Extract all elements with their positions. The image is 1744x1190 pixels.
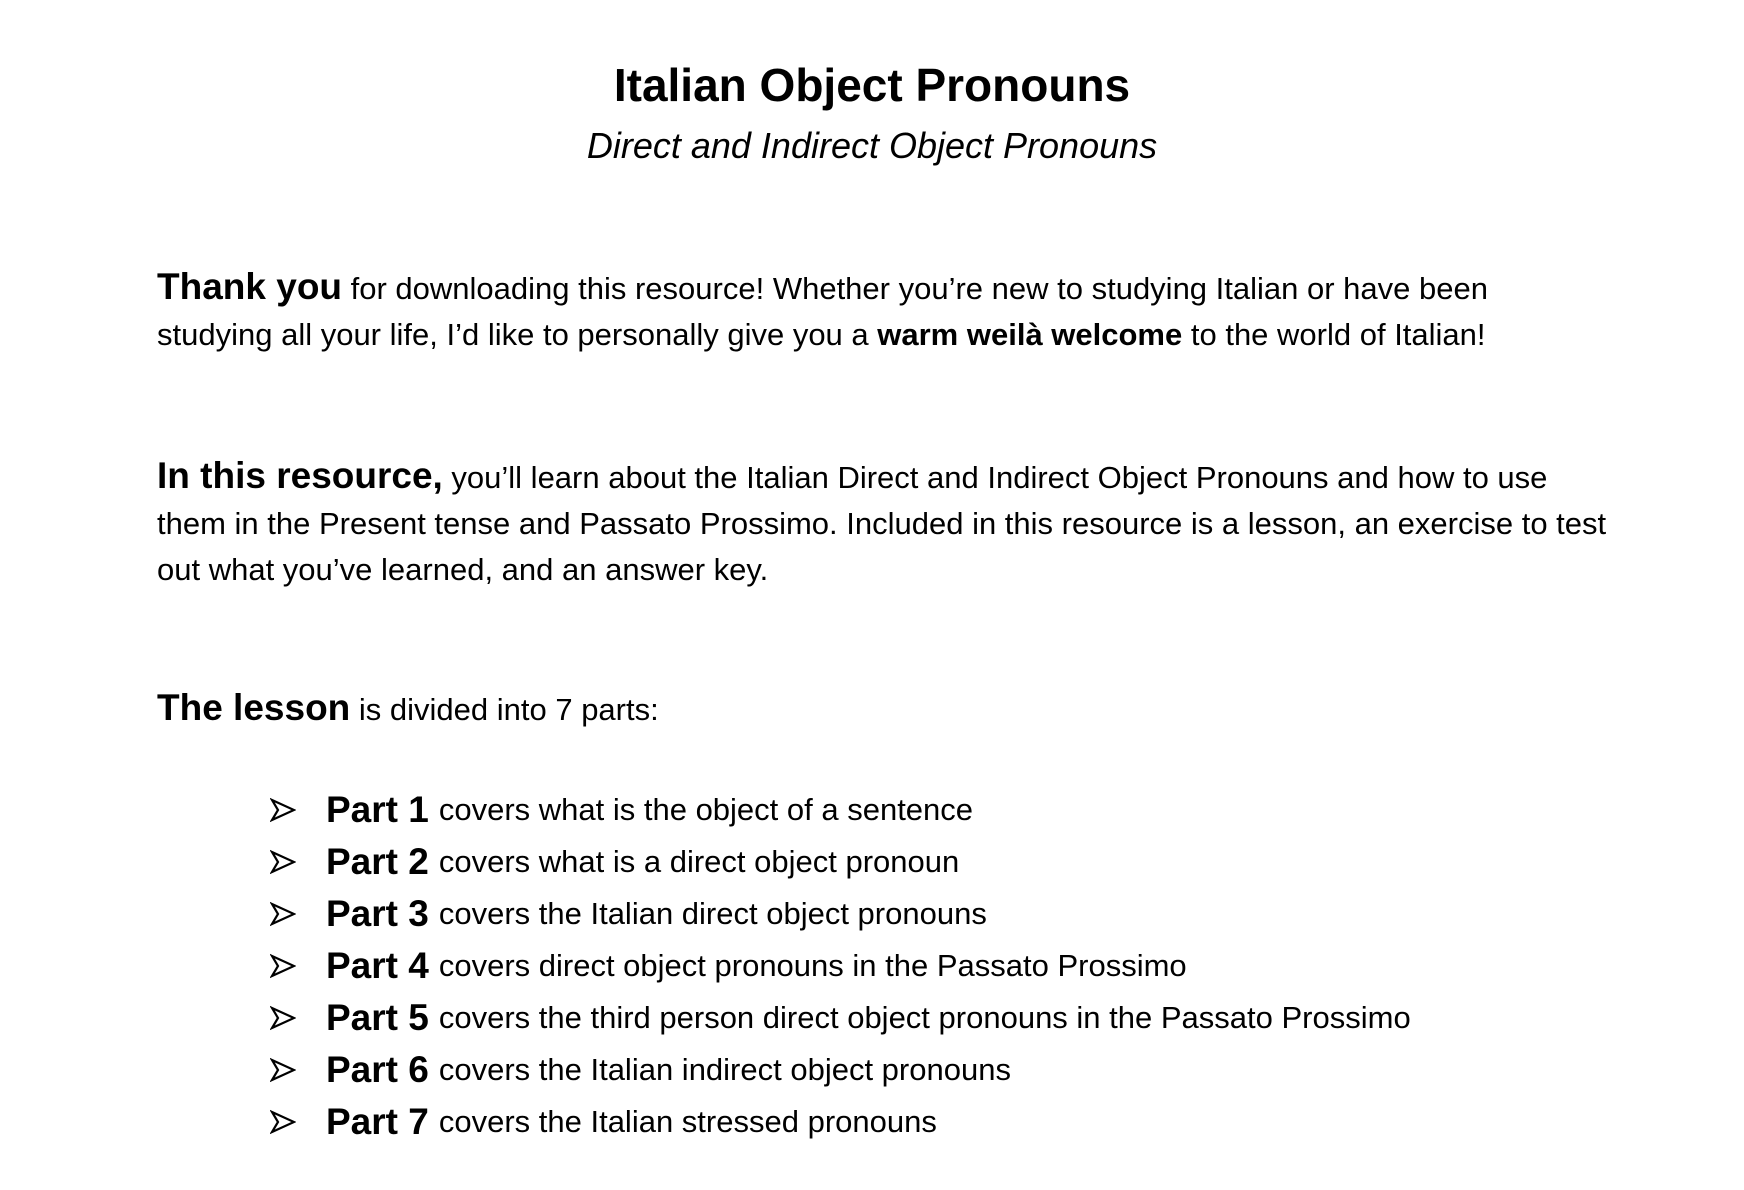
- part-text: covers the Italian indirect object pronouns: [438, 1052, 1011, 1087]
- lesson-paragraph: [157, 685, 1607, 733]
- arrowhead-bullet-icon: [270, 953, 296, 979]
- part-label: Part 2: [326, 841, 429, 882]
- part-label: Part 6: [326, 1049, 429, 1090]
- arrowhead-bullet-icon: [270, 1005, 296, 1031]
- part-text: covers the Italian direct object pronouns: [438, 896, 987, 931]
- resource-lead: In this resource,: [157, 455, 443, 496]
- part-text: covers what is a direct object pronoun: [438, 844, 960, 879]
- part-label: Part 4: [326, 945, 429, 986]
- list-item: [270, 992, 1670, 1044]
- list-item: [270, 888, 1670, 940]
- list-item: [270, 1044, 1670, 1096]
- part-label: Part 5: [326, 997, 429, 1038]
- part-label: Part 7: [326, 1101, 429, 1142]
- intro-lead: Thank you: [157, 266, 343, 307]
- lesson-text: is divided into 7 parts:: [350, 692, 659, 727]
- arrowhead-bullet-icon: [270, 849, 296, 875]
- page-subtitle: Direct and Indirect Object Pronouns: [586, 125, 1158, 166]
- arrowhead-bullet-icon: [270, 1057, 296, 1083]
- resource-text: you’ll learn about the Italian Direct and Indirect Object Pronouns and how to use them in the Present tense and Passato Prossimo. Included in this resource is a lesson, an exercise to test out what you’ve learned, and an answer key.: [157, 460, 1607, 587]
- parts-list: [270, 784, 1670, 1148]
- part-text: covers the third person direct object pronouns in the Passato Prossimo: [438, 1000, 1411, 1035]
- intro-text-1: for downloading this resource! Whether you’re new to studying Italian or have been studying all your life, I’d like to personally give you a: [157, 271, 1488, 352]
- part-label: Part 3: [326, 893, 429, 934]
- part-text: covers direct object pronouns in the Passato Prossimo: [438, 948, 1187, 983]
- intro-emphasis: warm weilà welcome: [877, 317, 1183, 352]
- list-item: [270, 784, 1670, 836]
- list-item: [270, 836, 1670, 888]
- arrowhead-bullet-icon: [270, 1109, 296, 1135]
- lesson-lead: The lesson: [157, 687, 351, 728]
- part-text: covers the Italian stressed pronouns: [438, 1104, 937, 1139]
- list-item: [270, 1096, 1670, 1148]
- list-item: [270, 940, 1670, 992]
- part-label: Part 1: [326, 789, 429, 830]
- resource-paragraph: [157, 453, 1607, 593]
- arrowhead-bullet-icon: [270, 797, 296, 823]
- intro-paragraph: [157, 264, 1607, 358]
- intro-text-2: to the world of Italian!: [1182, 317, 1486, 352]
- part-text: covers what is the object of a sentence: [438, 792, 974, 827]
- page-title: Italian Object Pronouns: [613, 59, 1131, 111]
- arrowhead-bullet-icon: [270, 901, 296, 927]
